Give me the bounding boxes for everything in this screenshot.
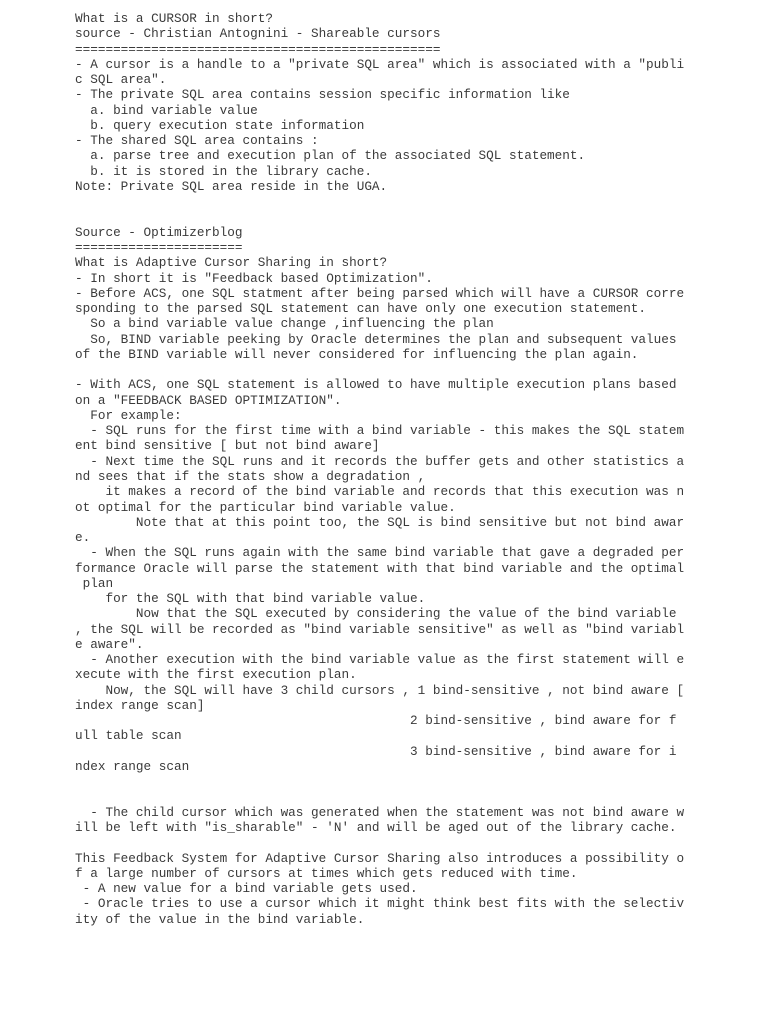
text-line: ====================== bbox=[75, 239, 243, 255]
text-line: - Oracle tries to use a cursor which it might think best fits with the selectiv bbox=[75, 896, 685, 912]
text-line: - In short it is "Feedback based Optimization". bbox=[75, 270, 433, 286]
document-body bbox=[75, 11, 685, 927]
text-line: c SQL area". bbox=[75, 72, 167, 88]
text-line: - The child cursor which was generated when the statement was not bind aware w bbox=[75, 804, 685, 820]
text-line: Note: Private SQL area reside in the UGA. bbox=[75, 178, 388, 194]
document-page bbox=[75, 11, 685, 927]
text-line: Note that at this point too, the SQL is bind sensitive but not bind awar bbox=[75, 514, 685, 530]
text-line: - The private SQL area contains session specific information like bbox=[75, 87, 570, 103]
text-line: - Before ACS, one SQL statment after being parsed which will have a CURSOR corre bbox=[75, 285, 685, 301]
text-line: nd sees that if the stats show a degradation , bbox=[75, 468, 426, 484]
text-line: For example: bbox=[75, 407, 182, 423]
text-line: Source - Optimizerblog bbox=[75, 224, 243, 240]
text-line: So a bind variable value change ,influencing the plan bbox=[75, 316, 494, 332]
text-line: - With ACS, one SQL statement is allowed to have multiple execution plans based bbox=[75, 377, 677, 393]
text-line: ull table scan bbox=[75, 728, 182, 744]
text-line: - Next time the SQL runs and it records the buffer gets and other statistics a bbox=[75, 453, 685, 469]
text-line: So, BIND variable peeking by Oracle determines the plan and subsequent values bbox=[75, 331, 677, 347]
text-line: Now that the SQL executed by considering the value of the bind variable bbox=[75, 606, 677, 622]
text-line bbox=[75, 362, 675, 377]
text-line: This Feedback System for Adaptive Cursor Sharing also introduces a possibility o bbox=[75, 850, 685, 866]
text-line: index range scan] bbox=[75, 697, 205, 713]
text-line: , the SQL will be recorded as "bind variable sensitive" as well as "bind variabl bbox=[75, 621, 685, 637]
text-line: e aware". bbox=[75, 636, 144, 652]
text-line: 2 bind-sensitive , bind aware for f bbox=[75, 713, 677, 729]
text-line: What is Adaptive Cursor Sharing in short? bbox=[75, 255, 388, 271]
text-line bbox=[75, 209, 675, 224]
text-line: source - Christian Antognini - Shareable cursors bbox=[75, 26, 441, 42]
text-line: 3 bind-sensitive , bind aware for i bbox=[75, 743, 677, 759]
text-line: ndex range scan bbox=[75, 759, 190, 775]
text-line bbox=[75, 790, 675, 805]
text-line: Now, the SQL will have 3 child cursors , 1 bind-sensitive , not bind aware [ bbox=[75, 682, 685, 698]
text-line: a. parse tree and execution plan of the associated SQL statement. bbox=[75, 148, 586, 164]
text-line: on a "FEEDBACK BASED OPTIMIZATION". bbox=[75, 392, 342, 408]
text-line: f a large number of cursors at times which gets reduced with time. bbox=[75, 865, 578, 881]
text-line: ent bind sensitive [ but not bind aware] bbox=[75, 438, 380, 454]
text-line: - Another execution with the bind variable value as the first statement will e bbox=[75, 652, 685, 668]
text-line: ================================================ bbox=[75, 41, 441, 57]
text-line: b. it is stored in the library cache. bbox=[75, 163, 372, 179]
text-line: e. bbox=[75, 530, 91, 546]
text-line: sponding to the parsed SQL statement can have only one execution statement. bbox=[75, 301, 647, 317]
text-line: it makes a record of the bind variable and records that this execution was n bbox=[75, 484, 685, 500]
text-line: for the SQL with that bind variable value. bbox=[75, 591, 426, 607]
text-line: - When the SQL runs again with the same bind variable that gave a degraded per bbox=[75, 545, 685, 561]
text-line bbox=[75, 774, 675, 789]
text-line: a. bind variable value bbox=[75, 102, 258, 118]
text-line: of the BIND variable will never considered for influencing the plan again. bbox=[75, 346, 639, 362]
text-line: - A cursor is a handle to a "private SQL area" which is associated with a "publi bbox=[75, 56, 685, 72]
text-line: formance Oracle will parse the statement with that bind variable and the optimal bbox=[75, 560, 685, 576]
text-line: b. query execution state information bbox=[75, 117, 365, 133]
text-line: - A new value for a bind variable gets used. bbox=[75, 881, 418, 897]
text-line: What is a CURSOR in short? bbox=[75, 11, 273, 26]
text-line bbox=[75, 835, 675, 850]
text-line: ity of the value in the bind variable. bbox=[75, 911, 365, 927]
text-line: ill be left with "is_sharable" - 'N' and will be aged out of the library cache. bbox=[75, 820, 677, 836]
text-line: - SQL runs for the first time with a bind variable - this makes the SQL statem bbox=[75, 423, 685, 439]
text-line bbox=[75, 194, 675, 209]
text-line: xecute with the first execution plan. bbox=[75, 667, 357, 683]
text-line: plan bbox=[75, 575, 114, 591]
text-line: ot optimal for the particular bind variable value. bbox=[75, 499, 456, 515]
text-line: - The shared SQL area contains : bbox=[75, 133, 319, 149]
